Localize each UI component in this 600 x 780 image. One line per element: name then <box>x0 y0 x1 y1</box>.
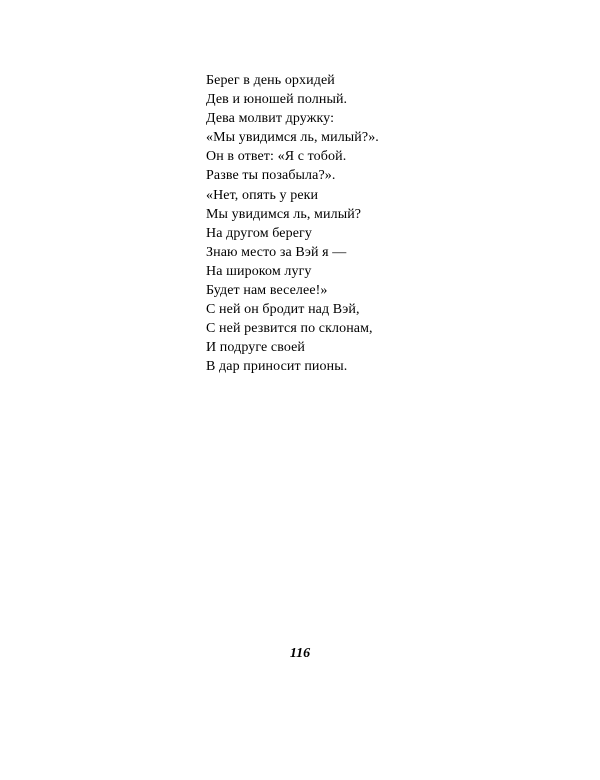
page-number: 116 <box>289 646 311 661</box>
poem-text <box>206 71 379 377</box>
poem-line: Дев и юношей полный. <box>206 92 348 108</box>
poem-line: Он в ответ: «Я с тобой. <box>206 149 347 165</box>
poem-line: И подруге своей <box>206 340 306 356</box>
poem-line: Разве ты позабыла?». <box>206 168 336 184</box>
poem-line: Дева молвит дружку: <box>206 111 335 127</box>
poem-line: «Нет, опять у реки <box>206 187 319 203</box>
poem-line: «Мы увидимся ль, милый?». <box>206 130 379 146</box>
poem-line: Знаю место за Вэй я — <box>206 244 347 260</box>
poem-line: На другом берегу <box>206 225 312 241</box>
poem-line: С ней он бродит над Вэй, <box>206 302 360 318</box>
poem-line: В дар приносит пионы. <box>206 359 348 375</box>
poem-line: Будет нам веселее!» <box>206 283 328 299</box>
poem-line: С ней резвится по склонам, <box>206 321 373 337</box>
poem-line: На широком лугу <box>206 263 312 279</box>
poem-line: Мы увидимся ль, милый? <box>206 206 362 222</box>
poem-line: Берег в день орхидей <box>206 73 335 88</box>
